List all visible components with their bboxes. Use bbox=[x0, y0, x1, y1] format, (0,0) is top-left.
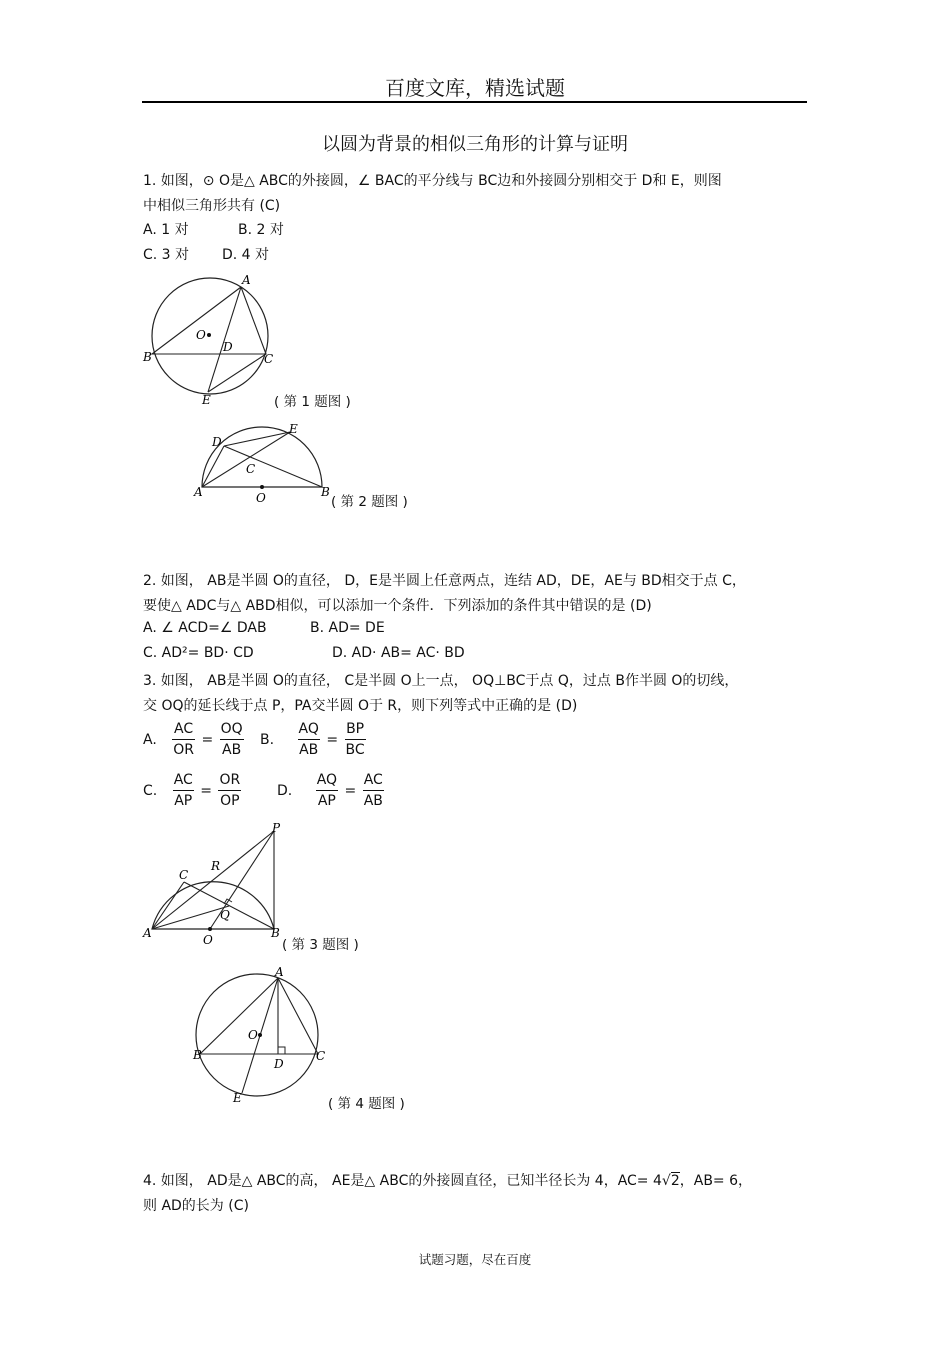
figure-4 bbox=[190, 965, 330, 1110]
q3-option-d: D. $\frac{AQ}{AP}$ = $\frac{AC}{AB}$ bbox=[277, 772, 383, 809]
q3-line2: 交 OQ的延长线于点 P，PA交半圆 O于 R，则下列等式中正确的是 (D) bbox=[143, 698, 578, 714]
fig2-label-b: B bbox=[321, 485, 330, 499]
q1-option-b: B. 2 对 bbox=[238, 222, 284, 238]
q1-option-c: C. 3 对 bbox=[143, 247, 190, 263]
q3-figure-caption: ( 第 3 题图 ) bbox=[282, 937, 359, 953]
header-title: 百度文库，精选试题 bbox=[385, 76, 565, 100]
fraction: $\frac{AC}{AP}$ bbox=[173, 772, 193, 809]
q1-option-d: D. 4 对 bbox=[222, 247, 270, 263]
q4-line1: 4. 如图， AD是△ ABC的高， AE是△ ABC的外接圆直径，已知半径长为 4，AC= 4√2，AB= 6， bbox=[143, 1173, 753, 1189]
fraction: $\frac{OQ}{AB}$ bbox=[220, 721, 243, 758]
fig3-label-b: B bbox=[271, 926, 280, 940]
fig4-label-o: O bbox=[248, 1028, 258, 1042]
fig2-label-o: O bbox=[256, 491, 266, 505]
fig3-label-r: R bbox=[211, 859, 221, 873]
q1-line2: 中相似三角形共有 (C) bbox=[143, 198, 281, 214]
fig1-label-c: C bbox=[264, 352, 274, 366]
q4-figure-caption: ( 第 4 题图 ) bbox=[328, 1096, 405, 1112]
figure-1 bbox=[140, 268, 280, 408]
fig3-label-c: C bbox=[179, 868, 189, 882]
fraction: $\frac{AC}{OR}$ bbox=[173, 721, 194, 758]
fig2-label-a: A bbox=[194, 485, 203, 499]
fraction: $\frac{BP}{BC}$ bbox=[345, 721, 365, 758]
fig2-label-d: D bbox=[212, 435, 222, 449]
q2-option-a: A. ∠ ACD=∠ DAB bbox=[143, 620, 267, 636]
fig4-label-b: B bbox=[193, 1048, 202, 1062]
fig4-label-e: E bbox=[233, 1091, 242, 1105]
q3-option-a: A. $\frac{AC}{OR}$ = $\frac{OQ}{AB}$ bbox=[143, 721, 243, 758]
q1-option-a: A. 1 对 bbox=[143, 222, 189, 238]
fig4-label-d: D bbox=[274, 1057, 284, 1071]
q1-line1: 1. 如图，⊙ O是△ ABC的外接圆，∠ BAC的平分线与 BC边和外接圆分别相交于 D和 E，则图 bbox=[143, 173, 722, 189]
fig4-label-a: A bbox=[275, 965, 284, 979]
figure-3 bbox=[140, 822, 290, 947]
fig1-label-b: B bbox=[143, 350, 152, 364]
fig2-label-e: E bbox=[289, 422, 298, 436]
q2-option-c: C. AD²= BD· CD bbox=[143, 645, 254, 661]
fig1-label-e: E bbox=[202, 393, 211, 407]
figure-2 bbox=[190, 418, 340, 508]
q2-line1: 2. 如图， AB是半圆 O的直径， D，E是半圆上任意两点，连结 AD，DE，AE与 BD相交于点 C， bbox=[143, 573, 746, 589]
document-title: 以圆为背景的相似三角形的计算与证明 bbox=[322, 134, 628, 155]
fraction: $\frac{OR}{OP}$ bbox=[219, 772, 241, 809]
fig3-label-p: P bbox=[272, 822, 281, 835]
q4-line2: 则 AD的长为 (C) bbox=[143, 1198, 249, 1214]
fig1-label-a: A bbox=[242, 273, 251, 287]
fraction: $\frac{AC}{AB}$ bbox=[363, 772, 383, 809]
fraction: $\frac{AQ}{AB}$ bbox=[298, 721, 319, 758]
q3-option-c: C. $\frac{AC}{AP}$ = $\frac{OR}{OP}$ bbox=[143, 772, 241, 809]
sqrt-symbol: √ bbox=[661, 1173, 671, 1189]
q1-figure-caption: ( 第 1 题图 ) bbox=[274, 394, 351, 410]
fraction: $\frac{AQ}{AP}$ bbox=[316, 772, 338, 809]
q2-figure-caption: ( 第 2 题图 ) bbox=[331, 494, 408, 510]
fig1-label-d: D bbox=[223, 340, 233, 354]
fig2-label-c: C bbox=[246, 462, 256, 476]
q3-option-b: B. $\frac{AQ}{AB}$ = $\frac{BP}{BC}$ bbox=[260, 721, 365, 758]
fig4-label-c: C bbox=[316, 1049, 326, 1063]
header-rule bbox=[142, 101, 807, 103]
q2-line2: 要使△ ADC与△ ABD相似，可以添加一个条件．下列添加的条件其中错误的是 (D) bbox=[143, 598, 652, 614]
q3-line1: 3. 如图， AB是半圆 O的直径， C是半圆 O上一点， OQ⊥BC于点 Q，过点 B作半圆 O的切线， bbox=[143, 673, 739, 689]
q2-option-b: B. AD= DE bbox=[310, 620, 385, 636]
fig3-label-a: A bbox=[143, 926, 152, 940]
q2-option-d: D. AD· AB= AC· BD bbox=[332, 645, 465, 661]
fig3-label-o: O bbox=[203, 933, 213, 947]
fig1-label-o: O bbox=[196, 328, 206, 342]
page-footer: 试题习题，尽在百度 bbox=[418, 1252, 532, 1267]
fig3-label-q: Q bbox=[220, 908, 230, 922]
